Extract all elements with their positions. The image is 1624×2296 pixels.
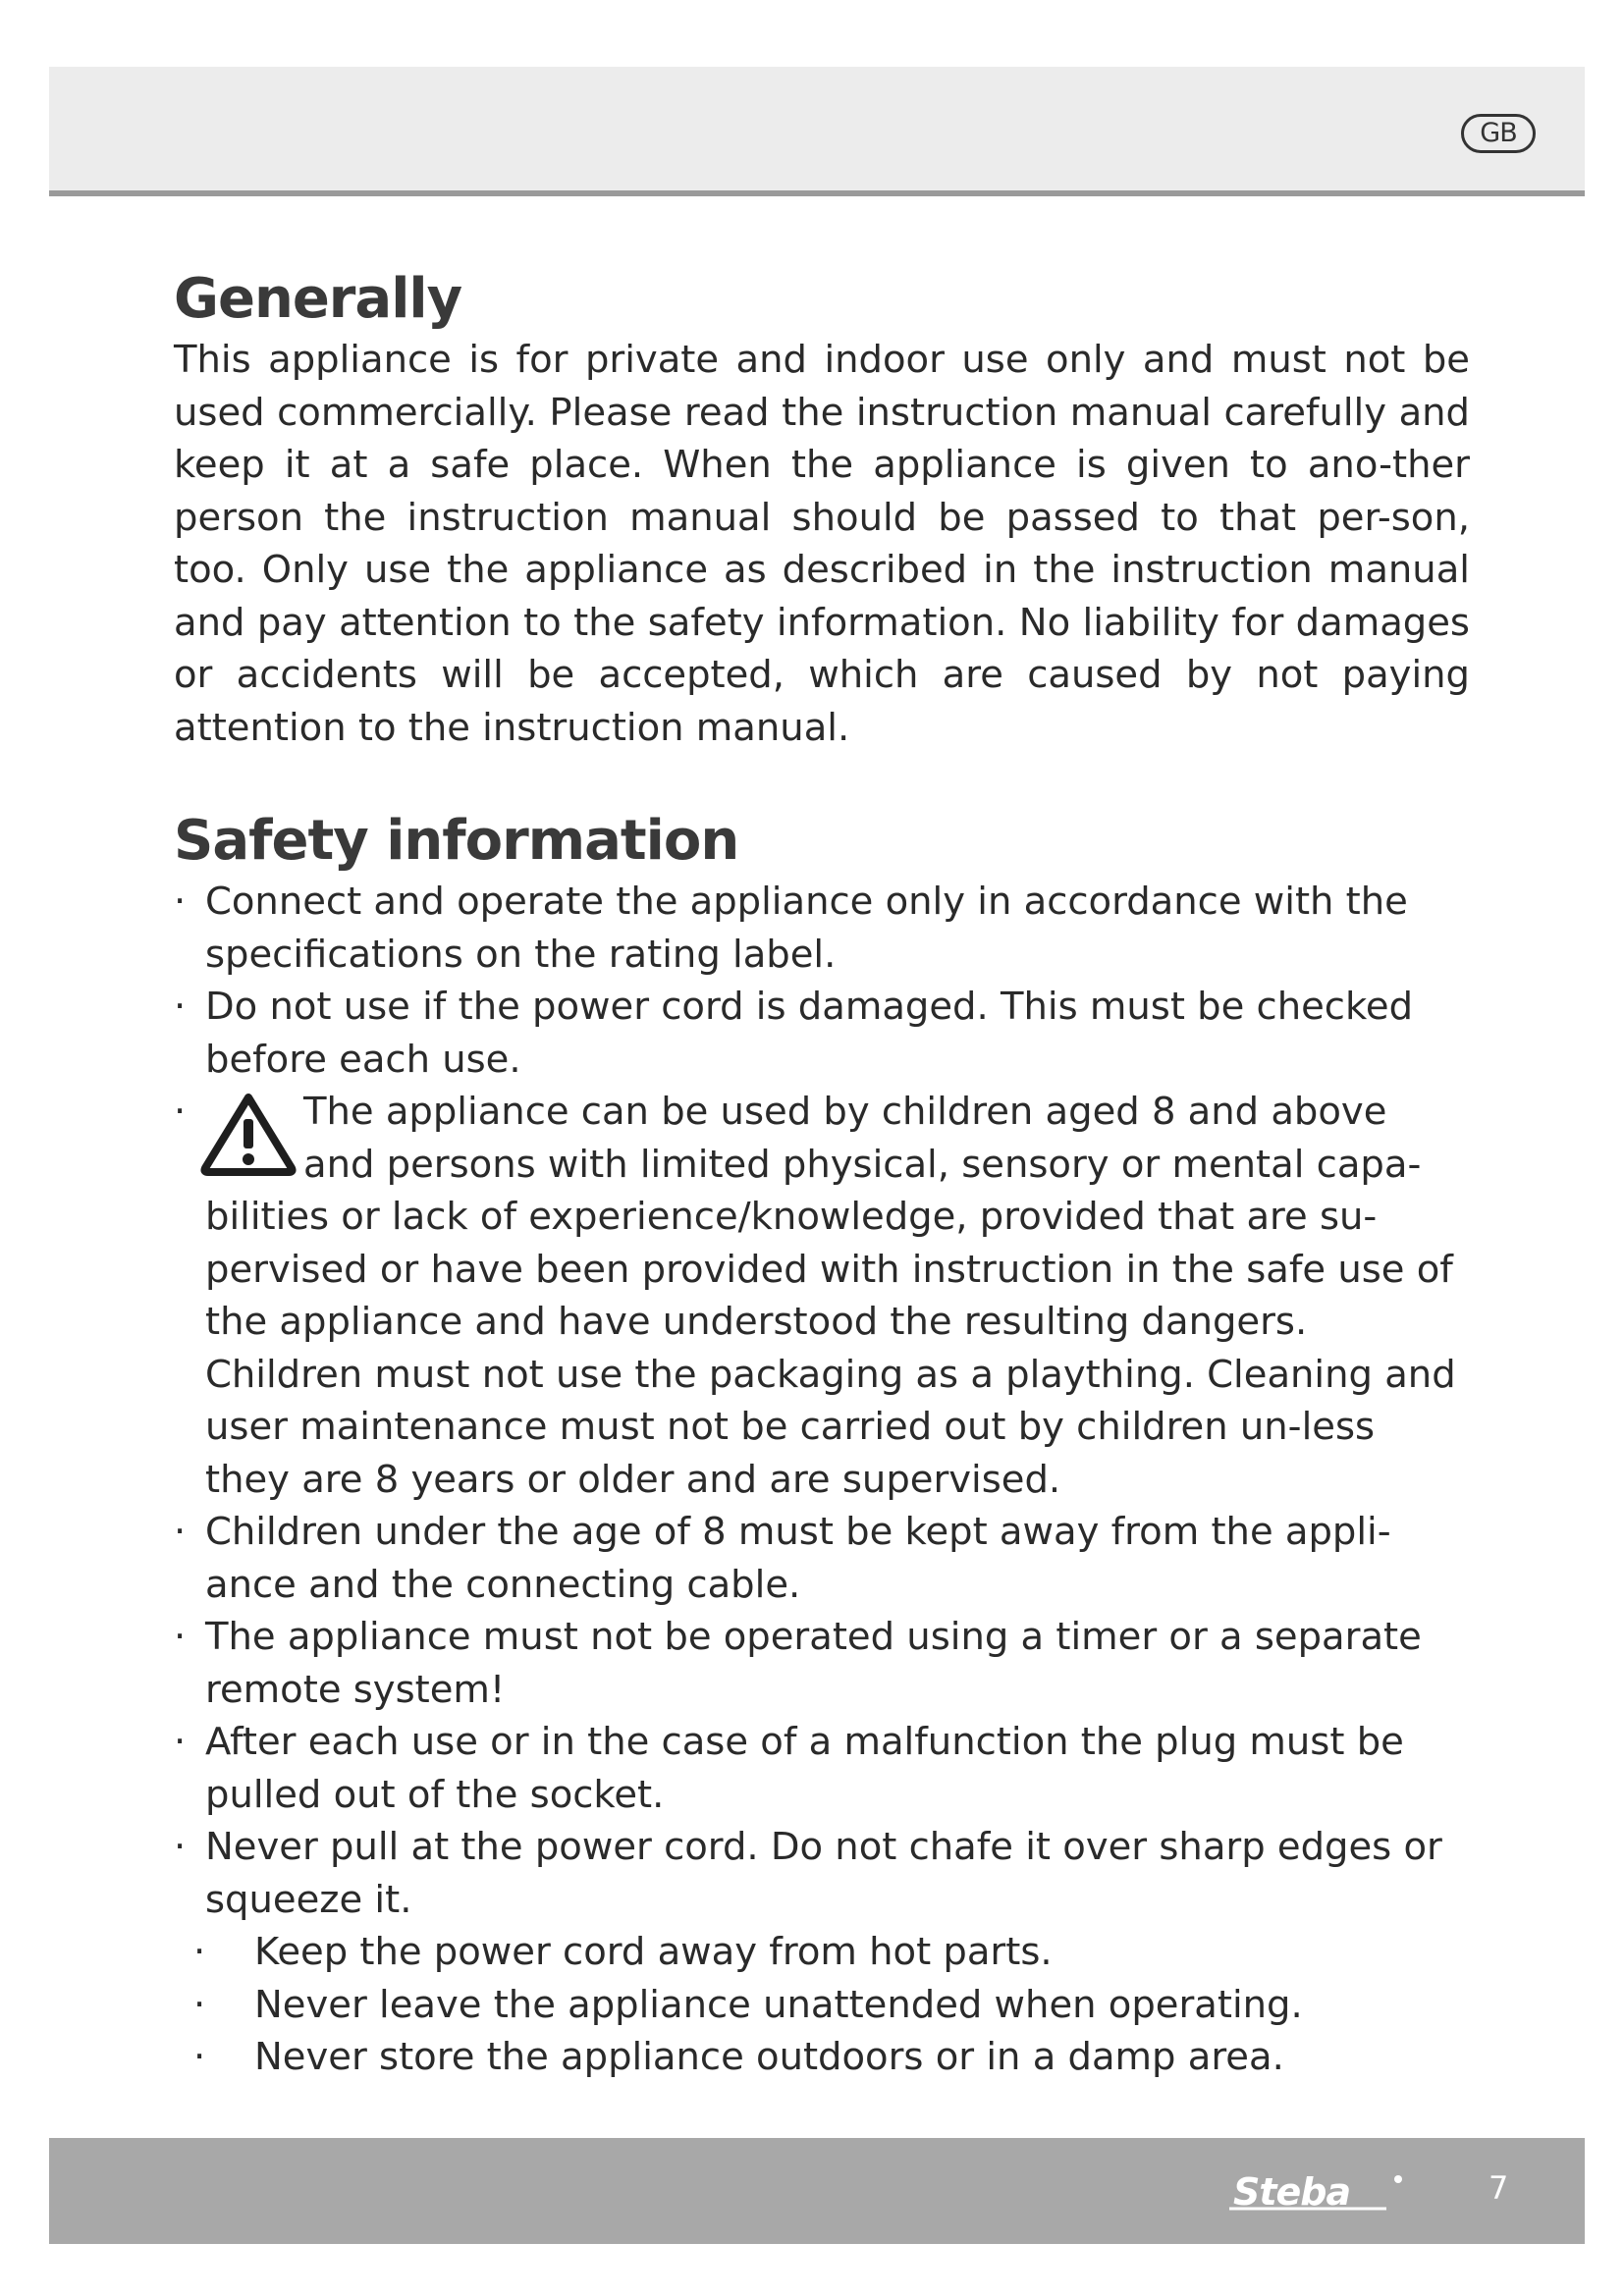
bullet: ·: [174, 1090, 187, 1134]
safety-item: · Never leave the appliance unattended when operating.: [174, 1979, 1470, 2032]
language-badge: GB: [1461, 114, 1536, 153]
bullet: ·: [174, 880, 187, 924]
safety-item: · Children under the age of 8 must be kept away from the appli-ance and the connecting cable.: [174, 1506, 1470, 1611]
safety-heading: Safety information: [174, 809, 739, 873]
warning-triangle-icon: [199, 1092, 298, 1176]
safety-list: [174, 876, 1470, 2084]
safety-item: · The appliance must not be operated using a timer or a separate remote system!: [174, 1611, 1470, 1716]
safety-section: [174, 807, 1470, 2084]
safety-item: · Keep the power cord away from hot parts.: [174, 1926, 1470, 1979]
generally-body: This appliance is for private and indoor use only and must not be used commercially. Please read the instruction manual carefully and keep it at a safe place. When the appliance is given to ano-ther person the instruction manual should be passed to that per-son, too. Only use the appliance as described in the instruction manual and pay attention to the safety information. No liability for damages or accidents will be accepted, which are caused by not paying attention to the instruction manual.: [174, 338, 1470, 750]
safety-item: · Never store the appliance outdoors or in a damp area.: [174, 2031, 1470, 2084]
bullet: ·: [174, 1510, 187, 1554]
footer-band: [49, 2138, 1585, 2244]
steba-logo: [1229, 2171, 1435, 2216]
bullet: ·: [174, 1720, 187, 1764]
bullet: ·: [174, 985, 187, 1029]
generally-heading: Generally: [174, 267, 462, 331]
safety-item: · Never pull at the power cord. Do not chafe it over sharp edges or squeeze it.: [174, 1821, 1470, 1926]
generally-section: [174, 265, 1470, 754]
safety-item-warning: · The appliance can be used by children aged 8 and above and persons with limited physical, sensory or mental capa-bilities or lack of experience/knowledge, provided that are su-pervised or have been provided with instruction in the safe use of the appliance and have understood the resulting dangers. Children must not use the packaging as a plaything. Cleaning and user maintenance must not be carried out by children un-less they are 8 years or older and are supervised.: [174, 1086, 1470, 1506]
safety-item: · Connect and operate the appliance only in accordance with the specifications on the rating label.: [174, 876, 1470, 981]
header-band: [49, 67, 1585, 196]
page-number: 7: [1489, 2169, 1509, 2207]
safety-item: · Do not use if the power cord is damaged. This must be checked before each use.: [174, 981, 1470, 1086]
bullet: ·: [193, 1930, 206, 1974]
bullet: ·: [193, 2035, 206, 2079]
bullet: ·: [193, 1982, 206, 2027]
svg-text:Steba: Steba: [1233, 2171, 1351, 2214]
safety-item: · After each use or in the case of a malfunction the plug must be pulled out of the socket.: [174, 1716, 1470, 1821]
page-content: [174, 265, 1470, 2084]
bullet: ·: [174, 1615, 187, 1659]
bullet: ·: [174, 1825, 187, 1869]
